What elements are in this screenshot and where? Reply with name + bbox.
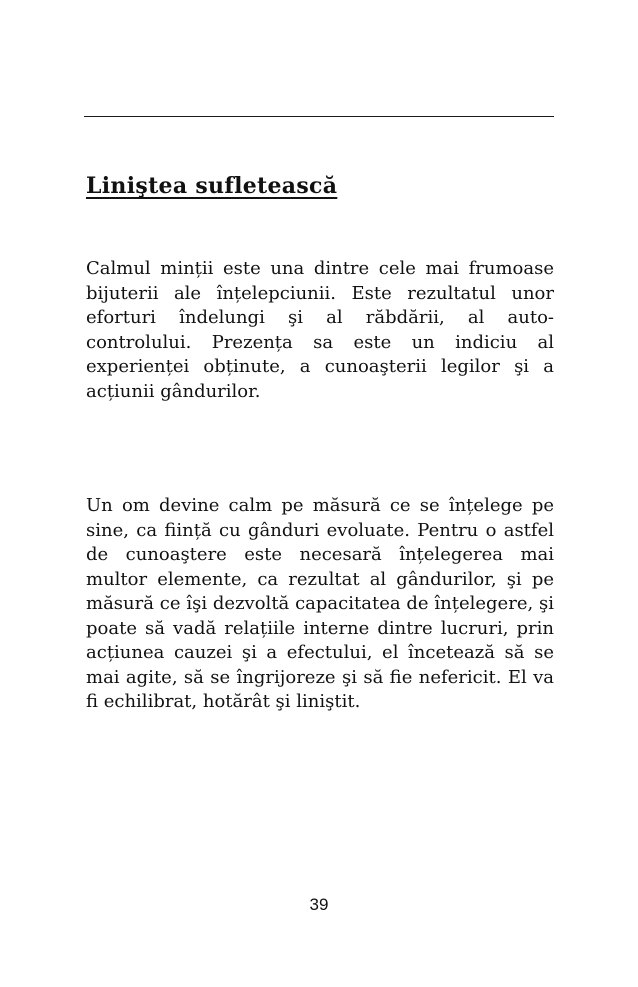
page-number: 39	[309, 895, 329, 914]
body-paragraph-2: Un om devine calm pe măsură ce se înțelege pe sine, ca ființă cu gânduri evoluate. Pentru o astfel de cunoaştere este necesară înțelegerea mai multor elemente, ca rezultat al gândurilor, şi pe măsură ce îşi dezvoltă capacitatea de înțelegere, şi poate să vadă relațiile interne dintre lucruri, prin acțiunea cauzei şi a efectului, el încetează să se mai agite, să se îngrijoreze şi să fie nefericit. El va fi echilibrat, hotărât şi liniştit.	[86, 495, 554, 712]
section-heading: Liniştea sufletească	[86, 173, 338, 199]
top-rule	[84, 116, 554, 117]
body-paragraph-1: Calmul minții este una dintre cele mai frumoase bijuterii ale înțelepciunii. Este rezultatul unor eforturi îndelungi şi al răbdării, al auto-controlului. Prezența sa este un indiciu al experienței obținute, a cunoaşterii legilor şi a acțiunii gândurilor.	[86, 258, 554, 402]
